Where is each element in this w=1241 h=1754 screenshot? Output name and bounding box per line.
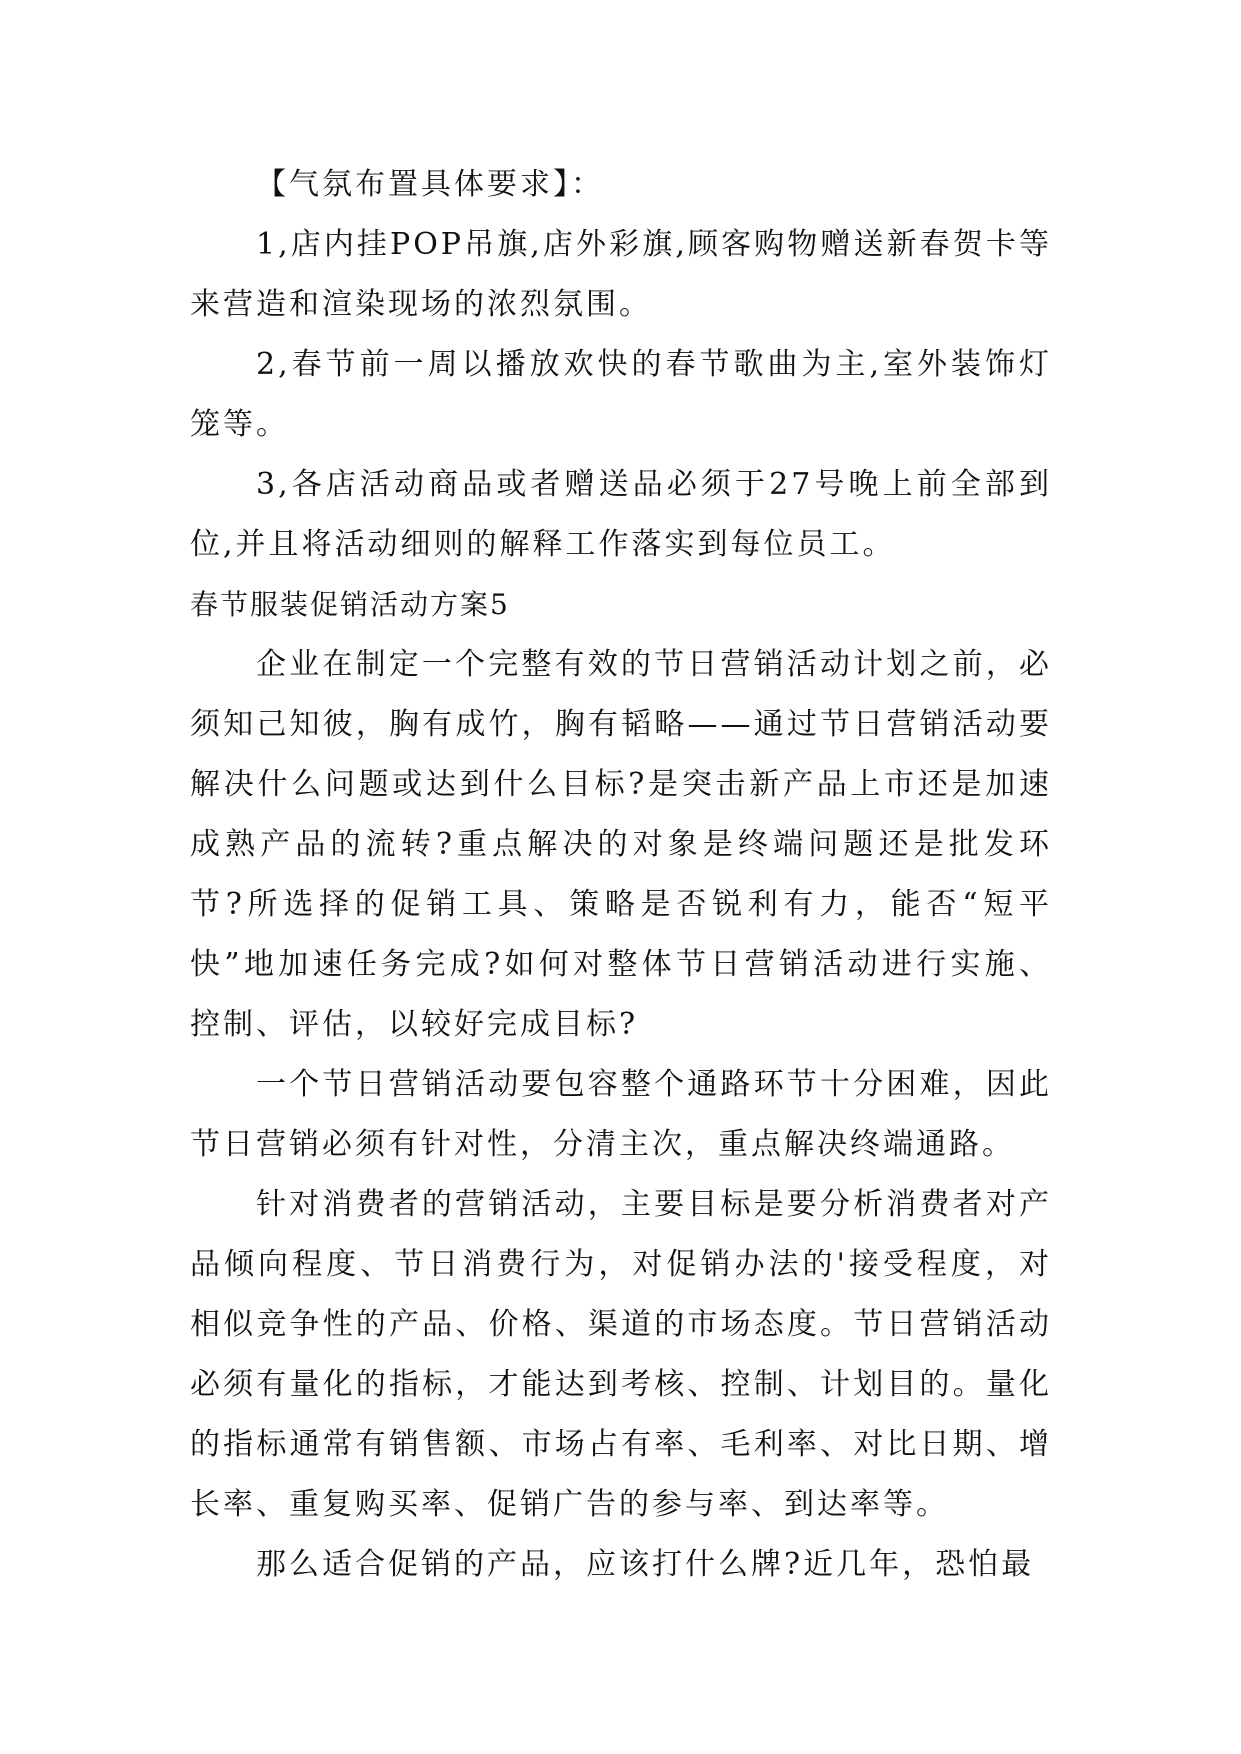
requirement-item-1: 1,店内挂POP吊旗,店外彩旗,顾客购物赠送新春贺卡等来营造和渲染现场的浓烈氛围。 — [190, 227, 1052, 322]
requirement-item-3: 3,各店活动商品或者赠送品必须于27号晚上前全部到位,并且将活动细则的解释工作落实到每位员工。 — [190, 467, 1052, 562]
requirement-item-2: 2,春节前一周以播放欢快的春节歌曲为主,室外装饰灯笼等。 — [190, 347, 1052, 442]
body-paragraph-4: 那么适合促销的产品，应该打什么牌?近几年，恐怕最 — [256, 1547, 1035, 1582]
body-paragraph-1: 企业在制定一个完整有效的节日营销活动计划之前，必须知己知彼，胸有成竹，胸有韬略——通过节日营销活动要解决什么问题或达到什么目标?是突击新产品上市还是加速成熟产品的流转?重点解决的对象是终端问题还是批发环节?所选择的促销工具、策略是否锐利有力，能否“短平快”地加速任务完成?如何对整体节日营销活动进行实施、控制、评估，以较好完成目标? — [190, 647, 1052, 1042]
body-paragraph-2: 一个节日营销活动要包容整个通路环节十分困难，因此节日营销必须有针对性，分清主次，重点解决终端通路。 — [190, 1067, 1052, 1162]
document-body — [190, 155, 1052, 1595]
body-paragraph-3: 针对消费者的营销活动，主要目标是要分析消费者对产品倾向程度、节日消费行为，对促销办法的'接受程度，对相似竞争性的产品、价格、渠道的市场态度。节日营销活动必须有量化的指标，才能达到考核、控制、计划目的。量化的指标通常有销售额、市场占有率、毛利率、对比日期、增长率、重复购买率、促销广告的参与率、到达率等。 — [190, 1187, 1052, 1522]
section-label: 【气氛布置具体要求】： — [256, 167, 604, 202]
section-title: 春节服装促销活动方案5 — [190, 588, 510, 621]
